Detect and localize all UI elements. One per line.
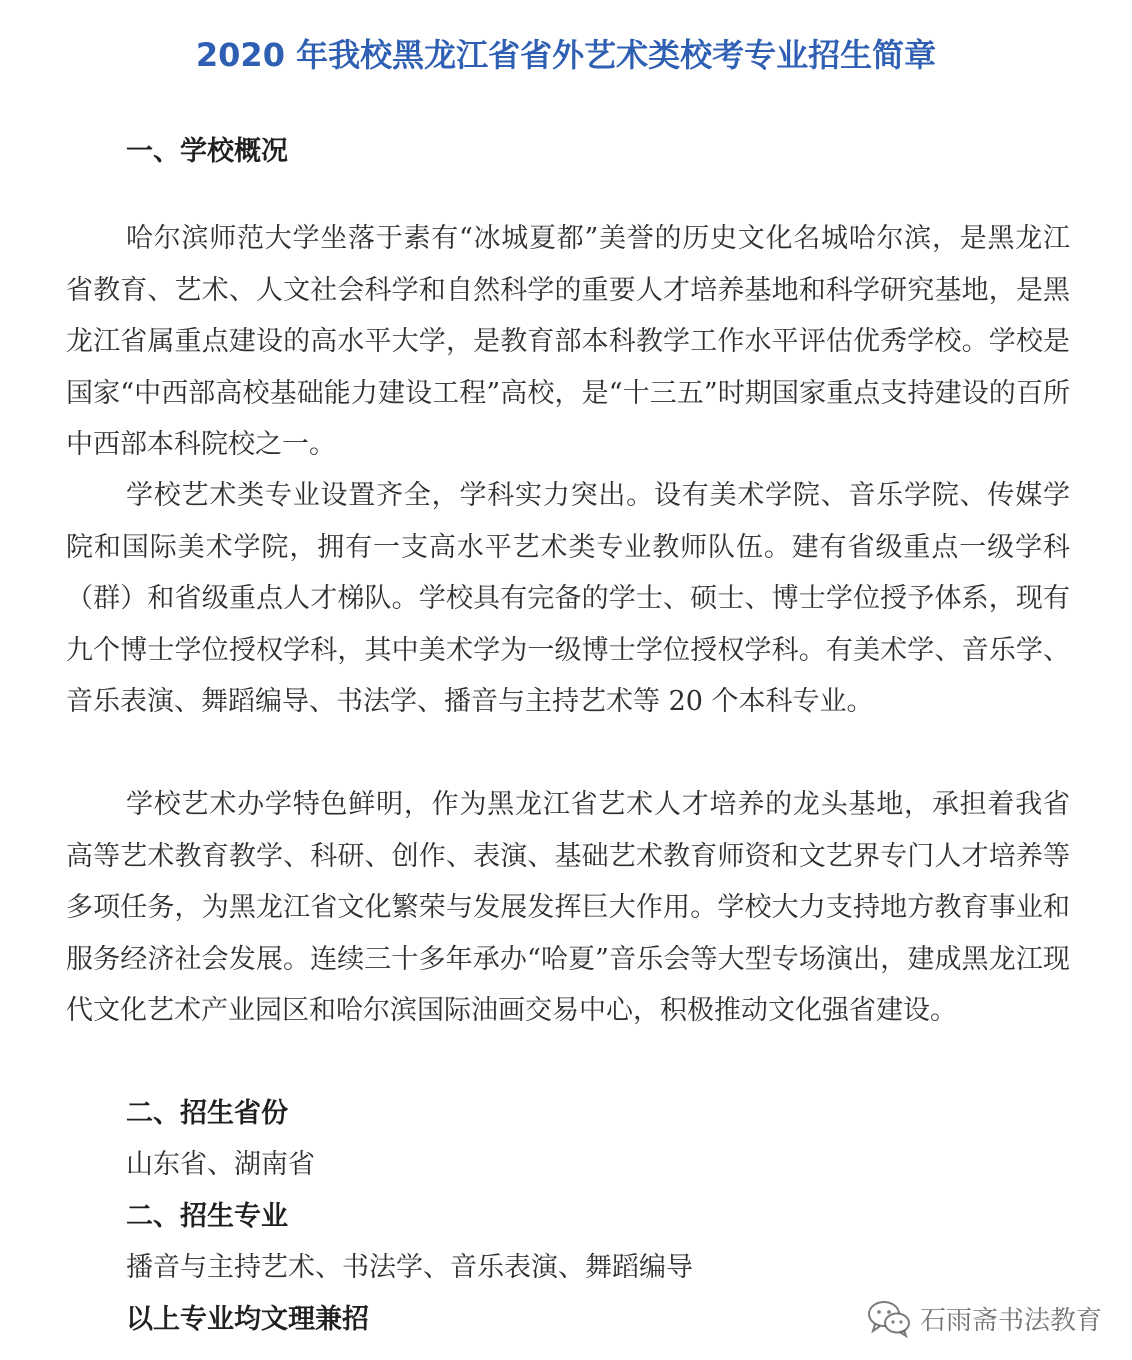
watermark (866, 1298, 1102, 1338)
document-title: 2020 年我校黑龙江省省外艺术类校考专业招生简章 (195, 36, 937, 74)
section-heading-majors: 二、招生专业 (126, 1201, 288, 1232)
paragraph-overview-1: 哈尔滨师范大学坐落于素有“冰城夏都”美誉的历史文化名城哈尔滨，是黑龙江省教育、艺术、人文社会科学和自然科学的重要人才培养基地和科学研究基地，是黑龙江省属重点建设的高水平大学，是教育部本科教学工作水平评估优秀学校。学校是国家“中西部高校基础能力建设工程”高校，是“十三五”时期国家重点支持建设的百所中西部本科院校之一。 (66, 223, 1070, 460)
watermark-text: 石雨斋书法教育 (919, 1305, 1102, 1336)
majors-content: 播音与主持艺术、书法学、音乐表演、舞蹈编导 (126, 1252, 693, 1283)
wechat-icon (866, 1298, 912, 1338)
majors-note: 以上专业均文理兼招 (126, 1304, 369, 1335)
section-heading-overview: 一、学校概况 (126, 136, 288, 167)
paragraph-overview-2: 学校艺术类专业设置齐全，学科实力突出。设有美术学院、音乐学院、传媒学院和国际美术学院，拥有一支高水平艺术类专业教师队伍。建有省级重点一级学科（群）和省级重点人才梯队。学校具有完备的学士、硕士、博士学位授予体系，现有九个博士学位授权学科，其中美术学为一级博士学位授权学科。有美术学、音乐学、音乐表演、舞蹈编导、书法学、播音与主持艺术等 20 个本科专业。 (66, 480, 1070, 717)
provinces-content: 山东省、湖南省 (126, 1149, 315, 1180)
paragraph-overview-3: 学校艺术办学特色鲜明，作为黑龙江省艺术人才培养的龙头基地，承担着我省高等艺术教育教学、科研、创作、表演、基础艺术教育师资和文艺界专门人才培养等多项任务，为黑龙江省文化繁荣与发展发挥巨大作用。学校大力支持地方教育事业和服务经济社会发展。连续三十多年承办“哈夏”音乐会等大型专场演出，建成黑龙江现代文化艺术产业园区和哈尔滨国际油画交易中心，积极推动文化强省建设。 (66, 789, 1070, 1026)
section-heading-provinces: 二、招生省份 (126, 1098, 288, 1129)
